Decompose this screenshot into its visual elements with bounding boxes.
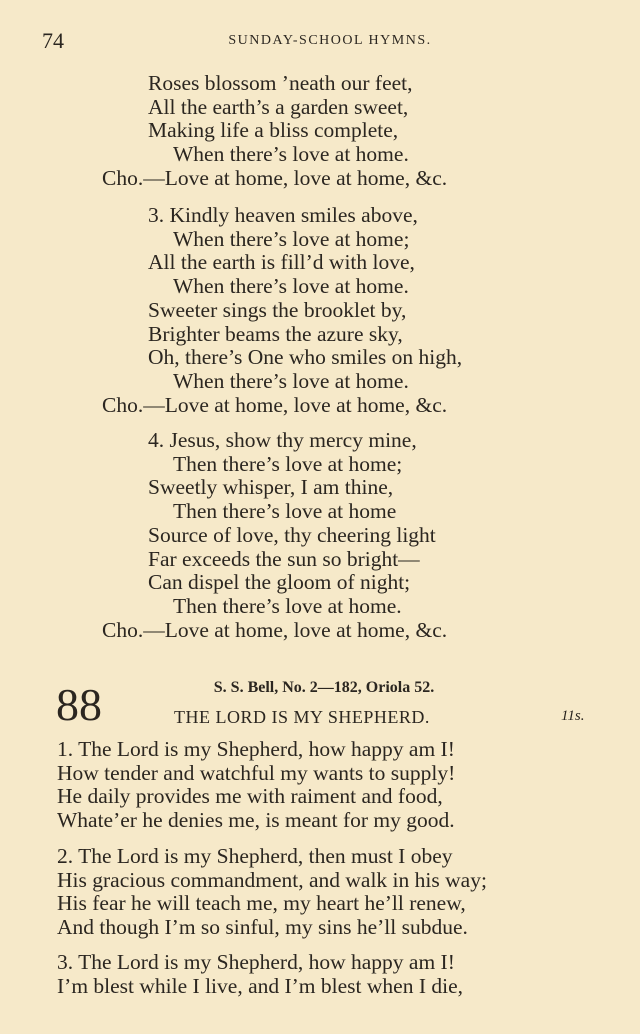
verse-line: All the earth’s a garden sweet, (148, 94, 409, 119)
chorus-line: Cho.—Love at home, love at home, &c. (102, 617, 448, 642)
verse-line: Then there’s love at home. (173, 593, 402, 618)
hymn-title: THE LORD IS MY SHEPHERD. (174, 707, 430, 727)
verse-line: Sweeter sings the brooklet by, (148, 297, 407, 322)
verse-1 (57, 738, 455, 833)
verse-line: How tender and watchful my wants to supply! (57, 760, 456, 785)
verse-line: 1. The Lord is my Shepherd, how happy am I! (57, 737, 455, 761)
verse-line: All the earth is fill’d with love, (148, 250, 415, 275)
stanza-continued (102, 71, 448, 191)
verse-line: Then there’s love at home (173, 499, 397, 524)
stanza-4 (102, 428, 448, 642)
verse-2 (57, 845, 487, 940)
verse-3 (57, 951, 463, 998)
verse-line: And though I’m so sinful, my sins he’ll subdue. (57, 915, 468, 940)
verse-line: When there’s love at home; (173, 226, 410, 251)
verse-line: 3. Kindly heaven smiles above, (148, 203, 418, 227)
verse-line: Then there’s love at home; (173, 451, 403, 476)
verse-line: His gracious commandment, and walk in his way; (57, 867, 487, 892)
verse-line: When there’s love at home. (173, 142, 409, 167)
verse-line: Sweetly whisper, I am thine, (148, 475, 394, 500)
verse-line: His fear he will teach me, my heart he’ll renew, (57, 891, 466, 916)
verse-line: 4. Jesus, show thy mercy mine, (148, 428, 417, 452)
page-number: 74 (42, 28, 64, 53)
chorus-line: Cho.—Love at home, love at home, &c. (102, 165, 448, 190)
verse-line: 2. The Lord is my Shepherd, then must I obey (57, 844, 453, 868)
verse-line: I’m blest while I live, and I’m blest when I die, (57, 973, 464, 998)
hymn-number: 88 (56, 679, 102, 730)
verse-line: He daily provides me with raiment and food, (57, 784, 443, 809)
verse-line: When there’s love at home. (173, 368, 409, 393)
verse-line: Whate’er he denies me, is meant for my good. (57, 808, 455, 833)
chorus-line: Cho.—Love at home, love at home, &c. (102, 392, 448, 417)
verse-line: When there’s love at home. (173, 274, 409, 299)
running-head: SUNDAY-SCHOOL HYMNS. (228, 33, 432, 48)
hymn-meter: 11s. (561, 708, 585, 724)
verse-line: Can dispel the gloom of night; (148, 570, 411, 595)
verse-line: Source of love, thy cheering light (148, 522, 436, 547)
stanza-3 (102, 203, 463, 417)
tune-reference: S. S. Bell, No. 2—182, Oriola 52. (213, 679, 435, 696)
verse-line: Making life a bliss complete, (148, 118, 399, 143)
verse-line: Roses blossom ’neath our feet, (148, 71, 413, 95)
verse-line: 3. The Lord is my Shepherd, how happy am I! (57, 950, 455, 974)
verse-line: Far exceeds the sun so bright— (148, 546, 420, 571)
verse-line: Brighter beams the azure sky, (148, 321, 403, 346)
verse-line: Oh, there’s One who smiles on high, (148, 345, 463, 370)
